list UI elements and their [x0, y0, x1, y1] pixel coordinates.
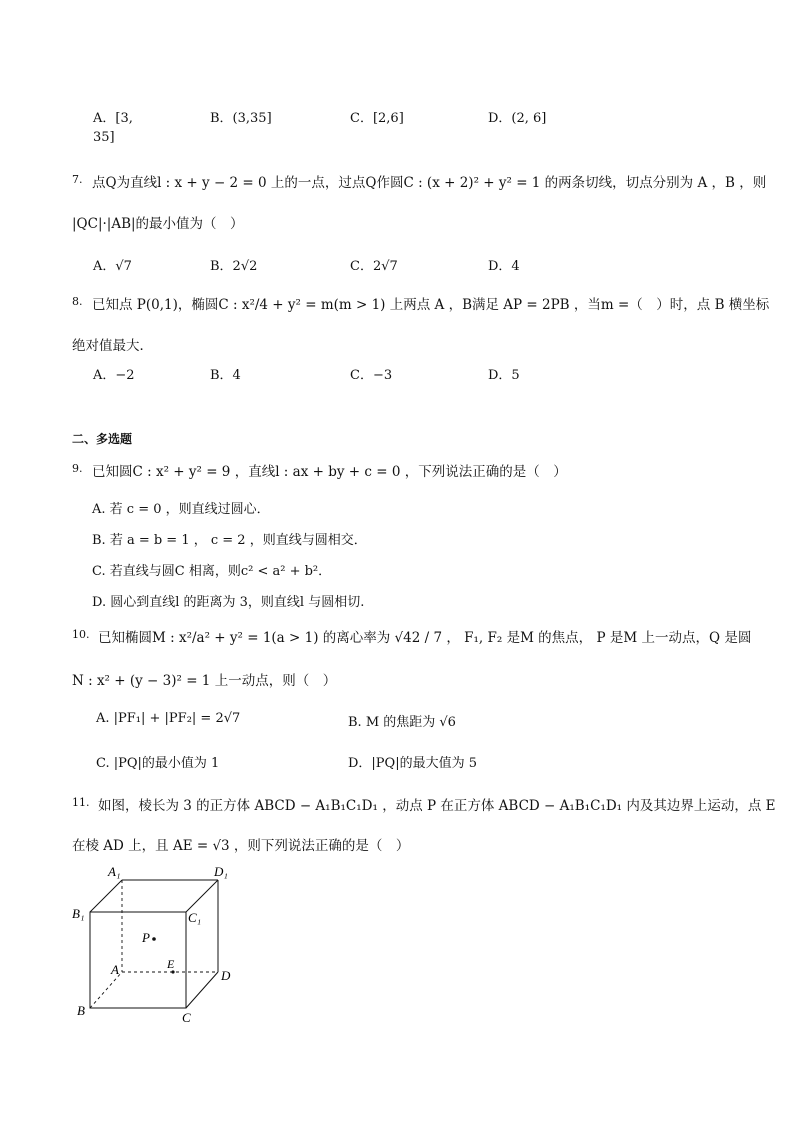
edge-b-a-hidden [90, 972, 122, 1008]
q7-option-a: A．√7 [93, 259, 132, 274]
q6-option-b: B．(3,35] [210, 111, 272, 126]
q9-option-c: C. 若直线与圆C 相离，则c² < a² + b²． [92, 564, 332, 579]
point-p [152, 937, 156, 941]
q9-option-d: D. 圆心到直线l 的距离为 3，则直线l 与圆相切. [92, 595, 365, 610]
edge-c1-d1 [186, 880, 218, 912]
q8-stem-line1: 已知点 P(0,1)，椭圆C : x²/4 + y² = m(m > 1) 上两点 A ，B满足 AP = 2PB ，当m =（ ）时，点 B 横坐标 [92, 297, 770, 313]
label-c1: C₁ [188, 910, 202, 925]
q8-option-a: A．−2 [93, 368, 135, 383]
q7-number: 7. [72, 173, 83, 186]
label-a: A [111, 962, 119, 977]
q10-option-c: C. |PQ|的最小值为 1 [96, 756, 220, 771]
q7-stem-line2: |QC|·|AB|的最小值为（ ） [72, 216, 244, 232]
q9-option-b: B. 若 a = b = 1 ， c = 2 ，则直线与圆相交． [92, 533, 367, 548]
q10-stem-line2: N : x² + (y − 3)² = 1 上一动点，则（ ） [72, 673, 337, 689]
edge-b1-a1 [90, 880, 122, 912]
q7-option-c: C．2√7 [350, 259, 398, 274]
q10-stem-line1: 已知椭圆M : x²/a² + y² = 1(a > 1) 的离心率为 √42 / 7 ， F₁, F₂ 是M 的焦点， P 是M 上一动点，Q 是圆 [98, 630, 752, 646]
q8-option-c: C．−3 [350, 368, 393, 383]
q8-option-d: D．5 [488, 368, 520, 383]
q8-option-b: B．4 [210, 368, 241, 383]
q6-option-c: C．[2,6] [350, 111, 404, 126]
q7-option-d: D．4 [488, 259, 520, 274]
q8-number: 8. [72, 295, 83, 308]
q10-option-d: D．|PQ|的最大值为 5 [348, 756, 477, 771]
q11-stem-line1: 如图，棱长为 3 的正方体 ABCD − A₁B₁C₁D₁ ，动点 P 在正方体 ABCD − A₁B₁C₁D₁ 内及其边界上运动，点 E [98, 798, 776, 814]
q10-option-b: B. M 的焦距为 √6 [348, 715, 456, 730]
label-b: B [77, 1003, 85, 1018]
label-d: D [221, 968, 231, 983]
q9-stem: 已知圆C : x² + y² = 9 ，直线l : ax + by + c = 0 ，下列说法正确的是（ ） [92, 464, 567, 480]
edge-c-d [186, 972, 218, 1008]
q7-option-b: B．2√2 [210, 259, 258, 274]
label-a1: A₁ [108, 864, 121, 879]
q10-number: 10. [72, 628, 90, 641]
q9-option-a: A. 若 c = 0 ，则直线过圆心． [92, 502, 270, 517]
q9-number: 9. [72, 462, 83, 475]
q11-number: 11. [72, 796, 90, 809]
section-heading-multiple-choice: 二、多选题 [72, 432, 133, 446]
q11-stem-line2: 在棱 AD 上，且 AE = √3 ，则下列说法正确的是（ ） [72, 838, 410, 854]
label-b1: B₁ [72, 906, 85, 921]
cube-figure [70, 860, 250, 1030]
q6-option-d: D．(2, 6] [488, 111, 547, 126]
q7-stem-line1: 点Q为直线l : x + y − 2 = 0 上的一点，过点Q作圆C : (x + 2)² + y² = 1 的两条切线，切点分别为 A ，B ，则 [92, 175, 767, 191]
label-c: C [182, 1010, 191, 1025]
label-e: E [167, 957, 175, 971]
q10-option-a: A. |PF₁| + |PF₂| = 2√7 [96, 711, 241, 726]
q8-stem-line2: 绝对值最大． [72, 338, 153, 354]
q6-option-a: A．[3, [93, 111, 133, 126]
label-p: P [142, 930, 150, 945]
q6-option-a-cont: 35] [93, 130, 115, 145]
label-d1: D₁ [214, 864, 228, 879]
